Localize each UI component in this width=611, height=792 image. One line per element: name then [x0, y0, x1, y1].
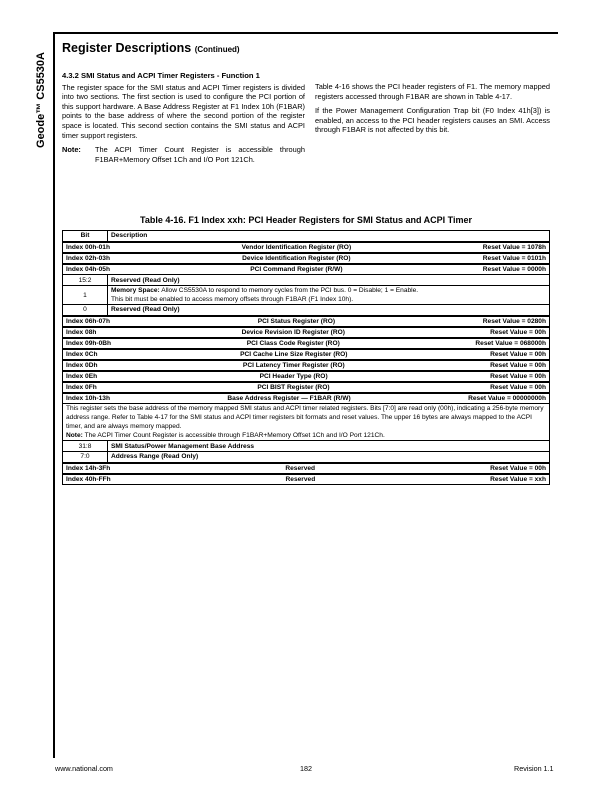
row-index: Index 00h-01h — [66, 243, 110, 251]
row-reset-value: Reset Value = 00h — [490, 350, 546, 358]
row-register-name: Reserved — [285, 475, 316, 483]
bit-description: SMI Status/Power Management Base Address — [108, 441, 550, 452]
row-register-name: Reserved — [285, 464, 316, 472]
row-register-name: PCI Status Register (RO) — [257, 317, 336, 325]
row-reset-value: Reset Value = 00h — [490, 372, 546, 380]
bit-field: 1 — [63, 286, 108, 305]
row-reset-value: Reset Value = 00h — [490, 464, 546, 472]
row-register-name: Device Revision ID Register (RO) — [241, 328, 345, 336]
row-index: Index 0Ch — [66, 350, 98, 358]
table-row — [63, 463, 550, 474]
side-product-label: Geode™ CS5530A — [35, 52, 47, 148]
row-reset-value: Reset Value = 0000h — [482, 265, 546, 273]
intro-note — [62, 145, 305, 164]
register-description — [63, 404, 550, 441]
right-paragraph-1: Table 4-16 shows the PCI header registers of F1. The memory mapped registers accessed through F1BAR are shown in Table 4-17. — [315, 82, 550, 101]
note-text: The ACPI Timer Count Register is accessible through F1BAR+Memory Offset 1Ch and I/O Port 121Ch. — [95, 145, 305, 164]
row-register-name: PCI Cache Line Size Register (RO) — [240, 350, 348, 358]
bit-field: 31:8 — [63, 441, 108, 452]
bit-description-text-2: This bit must be enabled to access memory offsets through F1BAR (F1 Index 10h). — [111, 296, 354, 303]
row-register-name: PCI Command Register (R/W) — [250, 265, 343, 273]
bit-row — [63, 275, 550, 286]
bar-note-label: Note: — [66, 432, 83, 439]
row-reset-value: Reset Value = 0280h — [482, 317, 546, 325]
row-reset-value: Reset Value = 00000000h — [468, 394, 546, 402]
row-reset-value: Reset Value = 1078h — [482, 243, 546, 251]
top-horizontal-rule — [53, 32, 558, 34]
row-index: Index 06h-07h — [66, 317, 110, 325]
row-reset-value: Reset Value = 068000h — [475, 339, 546, 347]
table-row — [63, 360, 550, 371]
intro-paragraph: The register space for the SMI status and ACPI Timer registers is divided into two sections. The first section is used to configure the PCI portion of this support hardware. A Base Address Register at F1 Index 10h (F1BAR) points to the base address of where the second portion of the register space is located. This second section contains the SMI status and ACPI timer support registers. — [62, 82, 305, 140]
row-register-name: Vendor Identification Register (RO) — [241, 243, 352, 251]
table-row — [63, 393, 550, 404]
page-title: Register Descriptions (Continued) — [62, 41, 240, 55]
table-row — [63, 327, 550, 338]
bit-field: 7:0 — [63, 452, 108, 463]
row-index: Index 08h — [66, 328, 97, 336]
row-register-name: Device Identification Register (RO) — [242, 254, 351, 262]
bit-row — [63, 286, 550, 305]
right-paragraph-2: If the Power Management Configuration Trap bit (F0 Index 41h[3]) is enabled, an access to the PCI header registers causes an SMI. Access through F1BAR is not affected by this bit. — [315, 106, 550, 135]
footer-website: www.national.com — [55, 764, 113, 773]
row-index: Index 04h-05h — [66, 265, 110, 273]
row-register-name: Base Address Register — F1BAR (R/W) — [227, 394, 351, 402]
table-row — [63, 242, 550, 253]
row-reset-value: Reset Value = 00h — [490, 328, 546, 336]
bit-row — [63, 305, 550, 316]
bar-note-text: The ACPI Timer Count Register is accessible through F1BAR+Memory Offset 1Ch and I/O Port 121Ch. — [82, 432, 385, 439]
section-heading: 4.3.2 SMI Status and ACPI Timer Registers - Function 1 — [62, 71, 260, 80]
table-row — [63, 253, 550, 264]
bit-description: Reserved (Read Only) — [108, 305, 550, 316]
table-row — [63, 316, 550, 327]
row-reset-value: Reset Value = 00h — [490, 383, 546, 391]
row-index: Index 10h-13h — [66, 394, 110, 402]
row-index: Index 40h-FFh — [66, 475, 111, 483]
bit-field: 0 — [63, 305, 108, 316]
row-index: Index 02h-03h — [66, 254, 110, 262]
left-vertical-rule — [53, 32, 55, 758]
row-index: Index 0Dh — [66, 361, 98, 369]
left-column — [62, 71, 305, 164]
row-index: Index 0Eh — [66, 372, 98, 380]
col-desc-header: Description — [108, 231, 550, 242]
row-reset-value: Reset Value = xxh — [490, 475, 546, 483]
col-bit-header: Bit — [63, 231, 108, 242]
bit-row — [63, 452, 550, 463]
bit-description: Address Range (Read Only) — [108, 452, 550, 463]
row-register-name: PCI Header Type (RO) — [259, 372, 328, 380]
register-description-row — [63, 404, 550, 441]
bit-description-label: Memory Space: — [111, 287, 160, 294]
row-index: Index 14h-3Fh — [66, 464, 111, 472]
table-row — [63, 338, 550, 349]
footer-revision: Revision 1.1 — [514, 764, 554, 773]
note-label: Note: — [62, 145, 81, 155]
row-index: Index 09h-0Bh — [66, 339, 112, 347]
row-register-name: PCI BIST Register (RO) — [257, 383, 330, 391]
row-register-name: PCI Class Code Register (RO) — [246, 339, 340, 347]
bit-row — [63, 441, 550, 452]
bit-description — [108, 286, 550, 305]
row-register-name: PCI Latency Timer Register (RO) — [242, 361, 345, 369]
right-column — [315, 82, 550, 140]
bit-description-text: Allow CS5530A to respond to memory cycles from the PCI bus. 0 = Disable; 1 = Enable. — [159, 287, 419, 294]
table-row — [63, 264, 550, 275]
table-header-row — [63, 231, 550, 242]
table-row — [63, 382, 550, 393]
register-table — [62, 230, 550, 485]
table-caption: Table 4-16. F1 Index xxh: PCI Header Registers for SMI Status and ACPI Timer — [140, 215, 472, 225]
table-row — [63, 371, 550, 382]
row-reset-value: Reset Value = 00h — [490, 361, 546, 369]
bit-field: 15:2 — [63, 275, 108, 286]
table-row — [63, 474, 550, 485]
table-row — [63, 349, 550, 360]
bit-description: Reserved (Read Only) — [108, 275, 550, 286]
continued-label: (Continued) — [194, 45, 240, 54]
footer-page-number: 182 — [300, 764, 312, 773]
row-index: Index 0Fh — [66, 383, 97, 391]
bar-description: This register sets the base address of the memory mapped SMI status and ACPI timer related registers. Bits [7:0] are read only (00h), indicating a 256-byte memory address range. Refer to Table 4-17 for the SMI status and ACPI timer registers bit formats and reset values. The upper 16 bytes are always mapped to the ACPI timer, and are always memory mapped. — [66, 405, 544, 430]
row-reset-value: Reset Value = 0101h — [482, 254, 546, 262]
